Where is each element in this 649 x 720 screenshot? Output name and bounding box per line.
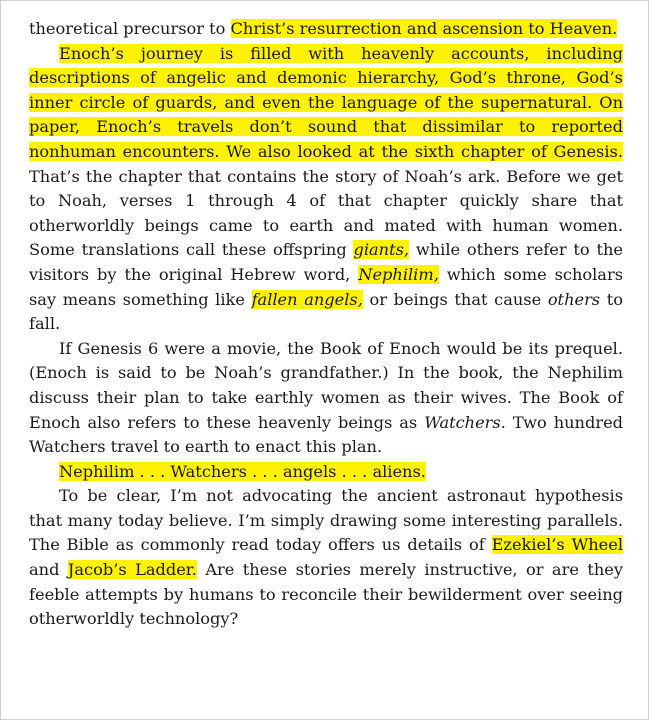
highlight-resurrection: Christ’s resurrection and ascension to Heaven.: [230, 19, 618, 38]
paragraph-1: [29, 17, 623, 42]
highlight-giants: giants,: [353, 240, 410, 260]
paragraph-3-segment-2: Watchers: [424, 412, 501, 432]
paragraph-3: [29, 337, 623, 460]
paragraph-2-segment-10: to fall.: [29, 289, 624, 334]
highlight-jacobs-ladder: Jacob’s Ladder.: [67, 560, 197, 580]
paragraph-2-segment-6: which some scholars say means something like: [29, 264, 623, 309]
paragraph-2: [29, 42, 623, 337]
paragraph-1-segment-1: theoretical precursor to: [29, 19, 231, 38]
paragraph-5-segment-5: Are these stories merely instructive, or are they feeble attempts by humans to reconcile their bewilderment over seeing otherworldly technology?: [29, 560, 623, 629]
paragraph-5-segment-1: To be clear, I’m not advocating the ancient astronaut hypothesis that many today believe. I’m simply drawing some interesting parallels. The Bible as commonly read today offers us details of: [29, 486, 623, 555]
paragraph-2-segment-2: That’s the chapter that contains the story of Noah’s ark. Before we get to Noah, verses 1 through 4 of that chapter quickly share that otherworldly beings came to earth and mated with human women. Some translations call these offspring: [29, 166, 623, 260]
highlight-enoch-journey: Enoch’s journey is filled with heavenly accounts, including descriptions of angelic and demonic hierarchy, God’s throne, God’s inner circle of guards, and even the language of the supernatural. On paper, Enoch’s travels don’t sound that dissimilar to reported nonhuman encounters. We also looked at the sixth chapter of Genesis.: [29, 43, 623, 161]
paragraph-2-segment-4: while others refer to the visitors by the original Hebrew word,: [29, 240, 623, 284]
paragraph-5: [29, 484, 623, 632]
page-text: [29, 17, 623, 632]
highlight-fallen-angels: fallen angels,: [251, 289, 363, 309]
paragraph-3-segment-1: If Genesis 6 were a movie, the Book of Enoch would be its prequel. (Enoch is said to be Noah’s grandfather.) In the book, the Nephilim discuss their plan to take earthly women as their wives. The Book of Enoch also refers to these heavenly beings as: [29, 338, 623, 432]
paragraph-2-segment-8: or beings that cause: [362, 289, 548, 309]
paragraph-3-segment-3: . Two hundred Watchers travel to earth to enact this plan.: [29, 412, 624, 457]
paragraph-4: [29, 460, 623, 485]
highlight-nephilim: Nephilim,: [358, 264, 439, 284]
paragraph-5-segment-3: and: [29, 560, 68, 580]
highlight-ezekiels-wheel: Ezekiel’s Wheel: [491, 535, 623, 555]
highlight-nephilim-watchers: Nephilim . . . Watchers . . . angels . . . aliens.: [59, 461, 426, 481]
paragraph-2-segment-9: others: [547, 289, 601, 309]
